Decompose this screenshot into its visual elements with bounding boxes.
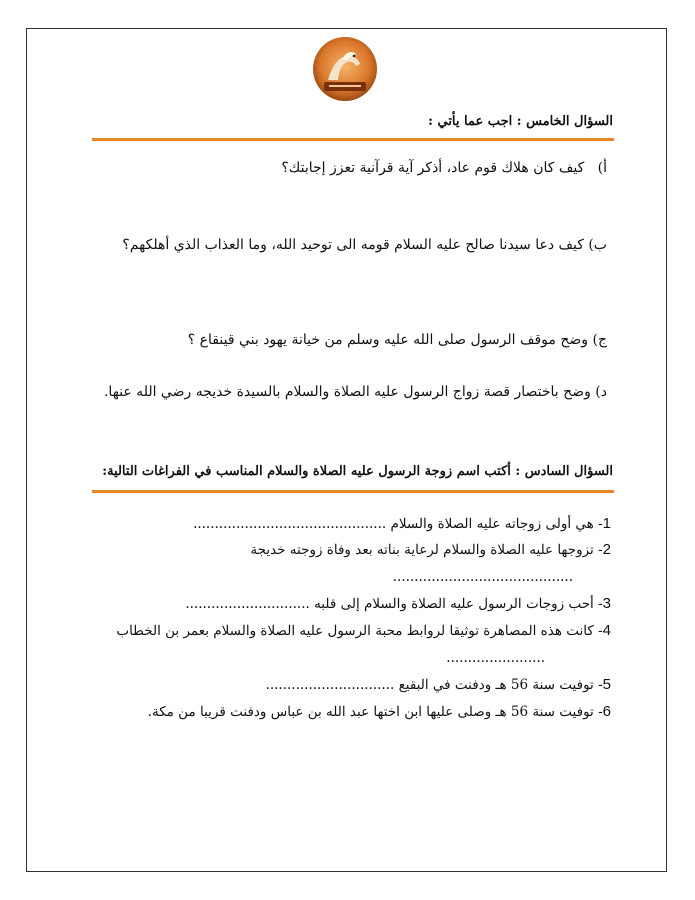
section-5-heading: السؤال الخامس : اجب عما يأتي : xyxy=(428,114,613,129)
fill-item-4 xyxy=(116,622,611,639)
fill-item-4-blank: ....................... xyxy=(446,650,545,666)
question-c-text: وضح موقف الرسول صلى الله عليه وسلم من خيانة يهود بني قينقاع ؟ xyxy=(187,332,589,348)
section-6-heading: السؤال السادس : أكتب اسم زوجة الرسول عليه الصلاة والسلام المناسب في الفراغات التالية: xyxy=(102,464,613,479)
fill-item-4-text: - كانت هذه المصاهرة توثيقا لروابط محبة الرسول عليه الصلاة والسلام بعمر بن الخطاب xyxy=(116,623,603,639)
section-6-divider xyxy=(92,490,614,493)
question-b-text: كيف دعا سيدنا صالح عليه السلام قومه الى توحيد الله، وما العذاب الذي أهلكهم؟ xyxy=(122,237,584,253)
question-a-text: كيف كان هلاك قوم عاد، أذكر آية قرآنية تعزز إجابتك؟ xyxy=(281,160,585,176)
question-a xyxy=(281,160,607,176)
fill-item-1 xyxy=(193,515,611,532)
fill-item-3-text: - أحب زوجات الرسول عليه الصلاة والسلام إلى قلبه ............................. xyxy=(185,596,603,612)
question-c xyxy=(188,332,607,348)
question-d xyxy=(104,384,607,400)
fill-item-1-number: 1 xyxy=(602,515,611,532)
logo-emblem xyxy=(312,36,378,102)
fill-item-2-text: - تزوجها عليه الصلاة والسلام لرعاية بناته بعد وفاة زوجته خديجة xyxy=(250,542,603,558)
fill-item-2-blank: .......................................... xyxy=(392,569,573,585)
fill-item-4-number: 4 xyxy=(602,622,611,639)
question-b xyxy=(122,237,607,253)
fill-item-6-number: 6 xyxy=(602,703,611,720)
fill-item-3 xyxy=(185,595,611,612)
page-frame xyxy=(26,28,667,872)
question-a-letter: أ) xyxy=(597,160,607,176)
fill-item-5-number: 5 xyxy=(602,676,611,693)
fill-item-6 xyxy=(148,703,611,720)
fill-item-2 xyxy=(250,541,611,558)
fill-item-3-number: 3 xyxy=(602,595,611,612)
question-b-letter: ب) xyxy=(588,237,607,253)
fill-item-6-text: - توفيت سنة 56 هـ وصلى عليها ابن اختها عبد الله بن عباس ودفنت قريبا من مكة. xyxy=(147,704,603,720)
fill-item-1-text: - هي أولى زوجاته عليه الصلاة والسلام ............................................. xyxy=(193,516,603,532)
question-c-letter: ج) xyxy=(592,332,607,348)
section-5-divider xyxy=(92,138,614,141)
fill-item-5 xyxy=(266,676,611,693)
question-d-letter: د) xyxy=(595,384,607,400)
fill-item-5-text: - توفيت سنة 56 هـ ودفنت في البقيع .............................. xyxy=(265,677,603,693)
question-d-text: وضح باختصار قصة زواج الرسول عليه الصلاة والسلام بالسيدة خديجه رضي الله عنها. xyxy=(103,384,591,400)
fill-item-2-number: 2 xyxy=(602,541,611,558)
